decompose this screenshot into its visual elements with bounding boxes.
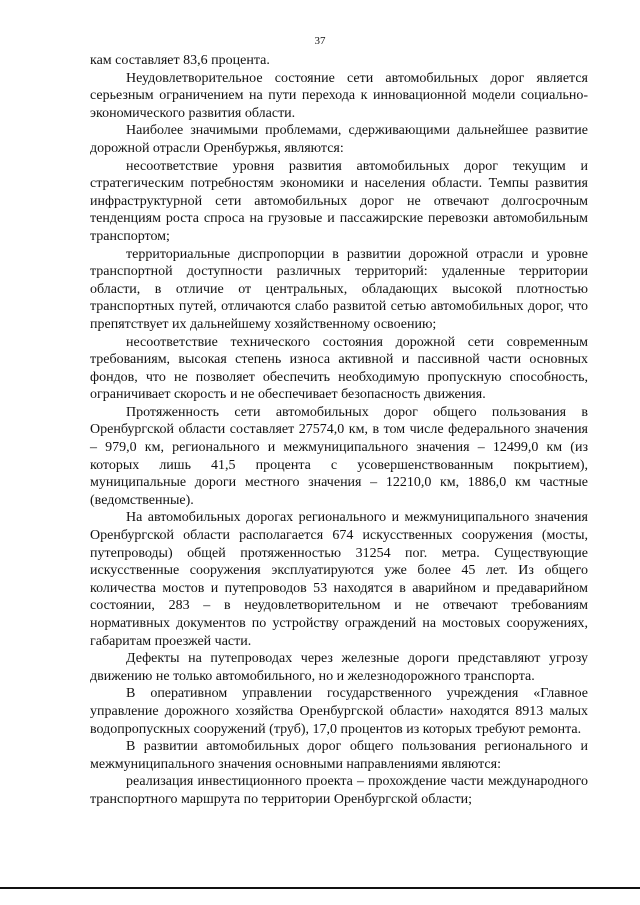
paragraph: В развитии автомобильных дорог общего пользования регионального и межмуниципального значения основными направлениями являются: bbox=[90, 739, 588, 772]
paragraph: Неудовлетворительное состояние сети автомобильных дорог является серьезным ограничением на пути перехода к инновационной модели социально-экономического развития области. bbox=[90, 70, 588, 121]
paragraph: Протяженность сети автомобильных дорог общего пользования в Оренбургской области составляет 27574,0 км, в том числе федерального значения – 979,0 км, регионального и межмуниципального значения – 12499,0 км (из которых лишь 41,5 процента с усовершенствованным покрытием), муниципальные дороги местного значения – 12210,0 км, 1886,0 км частные (ведомственные). bbox=[90, 404, 588, 508]
list-item: несоответствие технического состояния дорожной сети современным требованиям, высокая степень износа активной и пассивной части основных фондов, что не позволяет обеспечить необходимую пропускную способность, ограничивает скорость и не обеспечивает безопасность движения. bbox=[90, 334, 588, 403]
paragraph: В оперативном управлении государственного учреждения «Главное управление дорожного хозяйства Оренбургской области» находятся 8913 малых водопропускных сооружений (труб), 17,0 процентов из которых требуют ремонта. bbox=[90, 686, 588, 737]
list-item: территориальные диспропорции в развитии дорожной отрасли и уровне транспортной доступности различных территорий: удаленные территории области, в отличие от центральных, обладающих высокой плотностью транспортных путей, отличаются слабо развитой сетью автомобильных дорог, что препятствует их дальнейшему хозяйственному освоению; bbox=[90, 246, 588, 332]
paragraph: На автомобильных дорогах регионального и межмуниципального значения Оренбургской области располагается 674 искусственных сооружения (мосты, путепроводы) общей протяженностью 31254 пог. метра. Существующие искусственные сооружения эксплуатируются уже более 45 лет. Из общего количества мостов и путепроводов 53 находятся в аварийном и предаварийном состоянии, 283 – в неудовлетворительном и не отвечают требованиям нормативных документов по устройству ограждений на мостовых сооружениях, габаритам проезжей части. bbox=[90, 510, 588, 649]
list-item: несоответствие уровня развития автомобильных дорог текущим и стратегическим потребностям экономики и населения области. Темпы развития инфраструктурной сети автомобильных дорог не отвечают долгосрочным тенденциям роста спроса на грузовые и пассажирские перевозки автомобильным транспортом; bbox=[90, 158, 588, 244]
paragraph: Дефекты на путепроводах через железные дороги представляют угрозу движению не только автомобильного, но и железнодорожного транспорта. bbox=[90, 651, 588, 684]
bottom-rule bbox=[0, 887, 640, 889]
page-number: 37 bbox=[314, 35, 326, 47]
paragraph: Наиболее значимыми проблемами, сдерживающими дальнейшее развитие дорожной отрасли Оренбуржья, являются: bbox=[90, 123, 588, 156]
paragraph-continuation: кам составляет 83,6 процента. bbox=[90, 53, 270, 68]
list-item: реализация инвестиционного проекта – прохождение части международного транспортного маршрута по территории Оренбургской области; bbox=[90, 774, 588, 807]
document-body bbox=[90, 52, 588, 809]
